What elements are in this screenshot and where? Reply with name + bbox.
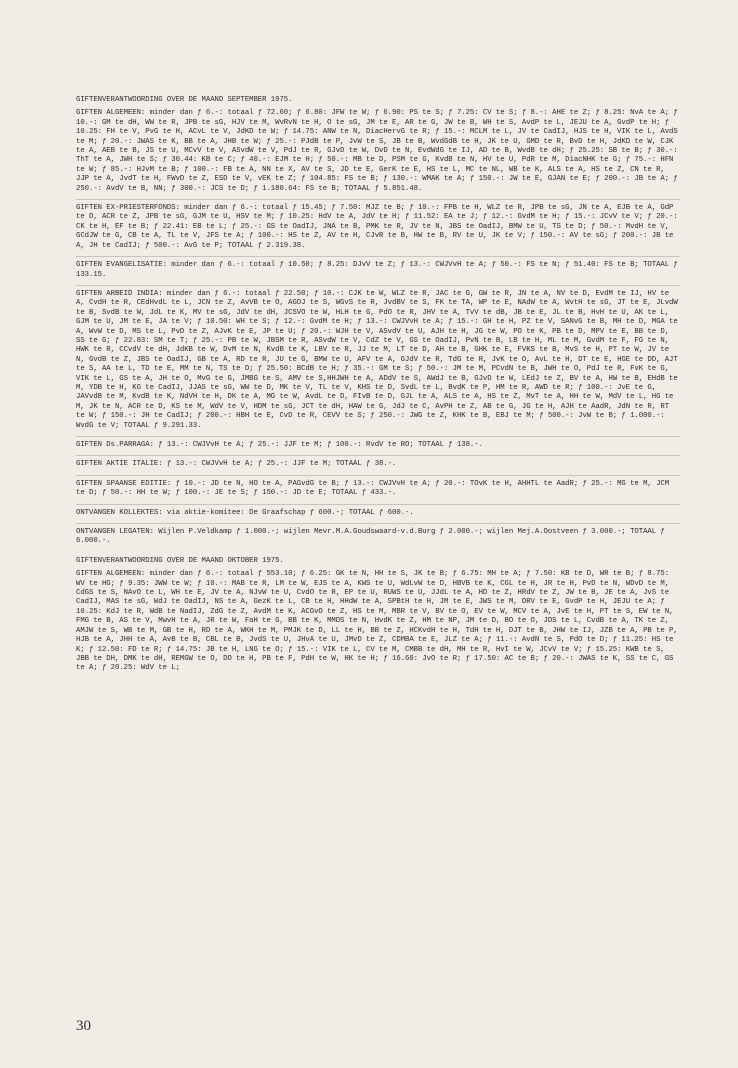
paragraph-giften-algemeen-september: GIFTEN ALGEMEEN: minder dan ƒ 6.-: totaal ƒ 72.60; ƒ 6.80: JFW te W; ƒ 6.90: PS te S; ƒ 7.25: CV te S; ƒ 8.-: AHE te Z; ƒ 8.25: NvA te A; ƒ 10.-: GM te dH, WW te R, JPB te sG, HJV te M, WvRvN te H, O te sG, JM te E, AR te G, JW te B, WH te S, AvdP te L, JEJU te A, GvdP te H; ƒ 10.25: FH te V, PvG te H, ACvL te V, JdKD te W; ƒ 14.75: ANW te N, DiacHervG te R; ƒ 15.-: MCLM te L, JV te CadIJ, HJS te H, VIK te L, AvdS te M; ƒ 20.-: JWAS te K, BB te A, JHB te W; ƒ 25.-: PJdB te P, JvW te S, JB te B, WvdGdB te H, JK te U, GMD te R, BvD te H, JdKD te W, CJK te A, AEB te B, JS te U, MCvV te V, ASvdW te V, PdJ te R, GJvD te W, DvD te N, EvdWdG te IJ, AD te B, WvdB te dH; ƒ 25.25: SB te B; ƒ 30.-: ThT te A, JWH te S; ƒ 30.44: KB te C; ƒ 40.-: EJM te H; ƒ 50.-: MB te D, PSM te G, KvdB te N, HV te U, PdR te M, DiacNHK te G; ƒ 75.-: HFN te W; ƒ 85.-: HJvM te B; ƒ 100.-: FB te A, NN te X, AV te S, JD te E, GerK te E, HS te L, MC te NL, WB te K, ALS te A, HS te Z, CN te R, JJP te A, JvdT te H, FWvD te Z, ESD te V, vEK te Z; ƒ 104.85: FS te B; ƒ 130.-: WMAK te A; ƒ 150.-: JW te E, GJAN te E; ƒ 200.-: JB te A; ƒ 250.-: AvdV te B, NN; ƒ 300.-: JCS te D; ƒ 1.180.64: FS te B; TOTAAL ƒ 5.851.48. [76, 109, 678, 193]
paragraph-giften-evangelisatie: GIFTEN EVANGELISATIE: minder dan ƒ 6.-: totaal ƒ 10.50; ƒ 8.25: DJvV te Z; ƒ 13.-: CWJVvH te A; ƒ 50.-: FS te N; ƒ 51.40: FS te B; TOTAAL ƒ 133.15. [76, 256, 680, 280]
paragraph-giften-aktie-italie: GIFTEN AKTIE ITALIE: ƒ 13.-: CWJVvH te A; ƒ 25.-: JJF te M; TOTAAL ƒ 38.-. [76, 455, 680, 469]
page-number: 30 [76, 1018, 91, 1034]
paragraph-giften-ds-parraga: GIFTEN Ds.PARRAGA: ƒ 13.-: CWJVvH te A; ƒ 25.-: JJF te M; ƒ 100.-: RvdV te RO; TOTAAL ƒ 138.-. [76, 436, 680, 450]
page-content [76, 96, 680, 679]
paragraph-giften-ex-priesterfonds: GIFTEN EX-PRIESTERFONDS: minder dan ƒ 6.-: totaal ƒ 15.45; ƒ 7.50: MJZ te B; ƒ 10.-: FPB te H, WLZ te R, JPB te sG, JN te A, EJB te A, GdP te D, ACR te Z, JPB te sG, GJM te U, HSV te M; ƒ 10.25: HdV te A, JdV te H; ƒ 11.52: EA te J; ƒ 12.-: GvdM te H; ƒ 15.-: JCvV te V; ƒ 20.-: CK te H, EF te B; ƒ 22.41: EB te L; ƒ 25.-: GS te OadIJ, JNA te B, PMK te R, JV te N, JBS te OadIJ, BMW te U, TS te D; ƒ 50.-: MvdH te V, GCdJW te G, CB te A, TL te V, JFS te A; ƒ 100.-: HS te Z, AV te H, CJvR te B, HW te B, RV te U, JK te V; ƒ 150.-: AV te sG; ƒ 200.-: JB te A, JH te CadIJ; ƒ 500.-: AvG te P; TOTAAL ƒ 2.319.38. [76, 199, 680, 251]
section-title-oktober: GIFTENVERANTWOORDING OVER DE MAAND OKTOBER 1975. [76, 556, 284, 565]
paragraph-ontvangen-kollektes: ONTVANGEN KOLLEKTES: via aktie-komitee: De Graafschap ƒ 600.-; TOTAAL ƒ 600.-. [76, 504, 680, 518]
paragraph-giften-spaanse-editie: GIFTEN SPAANSE EDITIE: ƒ 10.-: JD te N, HO te A, PAGvdG te B; ƒ 13.-: CWJVvH te A; ƒ 20.-: TOvK te H, AHHTL te AadR; ƒ 25.-: MG te M, JCM te D; ƒ 50.-: HH te W; ƒ 100.-: JE te S; ƒ 150.-: JD te E; TOTAAL ƒ 433.-. [76, 475, 680, 499]
section-title-september: GIFTENVERANTWOORDING OVER DE MAAND SEPTEMBER 1975. [76, 96, 293, 104]
paragraph-giften-algemeen-oktober: GIFTEN ALGEMEEN: minder dan ƒ 6.-: totaal ƒ 553.10; ƒ 6.25: GK te N, HH te S, JK te B; ƒ 6.75: MH te A; ƒ 7.50: KB te D, WR te B; ƒ 8.75: WV te HG; ƒ 9.35: JWW te W; ƒ 10.-: MAB te R, LM te W, EJS te A, KWS te U, WdLvW te D, HBVB te K, CGL te H, JR te H, PvD te N, WDvD te M, CdGS te S, NAvO te L, WH te E, JV te A, NJvW te U, CvdO te R, EP te U, RUWS te U, JJdL te A, HD te Z, HRdV te Z, JW te B, JE te A, JvS te CadIJ, MAS te sG, WdJ te OadIJ, NS te A, GezK te L, CB te H, HHdW te A, SPBtH te H, JM te E, JWS te M, DRV te E, GvdP te H, JEJU te A; ƒ 10.25: KdJ te R, WdB te NadIJ, ZdG te Z, AvdM te K, ACGvO te Z, HS te M, MBR te V, BV te O, EV te W, MCV te A, JvE te H, PT te S, EW te N, FMG te B, AS te V, MwvH te A, JR te W, FaH te G, BB te K, MMDS te N, HvdK te Z, HM te NP, JM te D, BO te O, JDS te L, CvdB te A, TK te Z, AMJW te S, WB te M, GB te H, RD te A, WKH te M, PMJK te D, LL te H, BB te Z, HCKvdH te H, TdH te H, DJT te B, JHW te IJ, JZB te A, PB te P, HJB te A, JHH te A, AvB te B, CBL te B, JvdS te U, JHvA te U, JMvD te Z, CDMBA te E, JLZ te A; ƒ 11.-: AvdN te S, PdO te D; ƒ 11.25: HS te K; ƒ 12.50: FD te R; ƒ 14.75: JB te H, LNG te O; ƒ 15.-: VIK te L, CV te M, CMBB te dH, MH te R, HvI te W, JCvV te V; ƒ 15.25: KWB te S, JBB te DH, DMK te dH, REMGW te O, DO te H, PB te F, PdH te W, HK te H; ƒ 16.60: JvO te R; ƒ 17.50: AC te B; ƒ 20.-: JWAS te K, SS te C, GS te A; ƒ 20.25: WdV te L; [76, 570, 678, 673]
paragraph-giften-arbeid-india: GIFTEN ARBEID INDIA: minder dan ƒ 6.-: totaal ƒ 22.50; ƒ 10.-: CJK te W, WLZ te R, JAC te G, GW te R, JN te A, NV te D, EvdM te IJ, HV te A, CvdH te R, CEdHvdL te L, JCN te Z, AvVB te O, AGOJ te S, WGvS te R, JvdBV te S, FK te TA, WP te E, NAdW te A, WvtH te sG, JT te E, JLvdW te B, SvdB te W, JdL te K, MV te sG, JdV te dH, JCSVO te W, HLH te G, PdO te R, JHV te A, TvV te dB, JB te E, JL te B, HvH te U, AK te L, GJM te U, JM te E, JA te V; ƒ 10.50: WH te S; ƒ 12.-: GvdM te H; ƒ 13.-: CWJVvH te A; ƒ 15.-: GH te H, PZ te V, SANvG te B, MH te D, MGA te A, WvW te D, MS te L, PvD te Z, AJvK te E, JP te U; ƒ 20.-: WJH te V, ASvdV te U, AJH te H, JG te W, PO te K, PB te D, MPV te E, BB te D, SS te G; ƒ 22.83: SM te T; ƒ 25.-: PB te W, JBSM te R, ASvdW te V, CdZ te V, GS te OadIJ, PvN te B, LB te H, ML te M, GvdM te F, FG te N, HWK te R, CCvdV te dH, JdKB te W, DvM te N, KvdB te K, LBV te R, JJ te M, LT te D, AH te B, GHK te E, FVKS te B, MvS te H, PT te W, JV te N, GvdB te Z, JBS te OadIJ, GB te A, RD te R, JU te G, BMW te U, AFV te A, GJdV te R, TdG te R, JvK te O, AvL te H, DT te E, HGE te DD, AJT te S, AA te L, TD te E, MM te N, TS te D; ƒ 25.50: BCdB te H; ƒ 35.-: GM te S; ƒ 50.-: JM te M, PCvdN te B, JWH te O, PdJ te R, FvK te G, VIK te L, GS te A, JH te O, MvG te G, JMBG te S, AMV te S,HHJWH te A, ADdV te S, AWdJ te B, GJvD te W, LEdJ te Z, BV te A, HW te B, EHdB te M, YDB te H, KG te CadIJ, JJAS te sG, WW te D, MK te V, TL te V, KHS te D, SvdL te L, BvdK te P, HM te R, AWD te R; ƒ 100.-: JvE te G, JAVvdB te M, KvdB te K, NdVH te H, DK te A, MG te W, AvdL te D, FIvB te D, GJL te A, ALS te A, HS te Z, MvT te A, HH te W, MdV te L, HG te M, JK te N, ACR te D, KS te M, WdV te V, HDM te sG, JCT te dH, HAW te G, JdJ te C, AvPH te Z, AB te G, JG te H, AJH te AadR, JdN te R, RT te W; ƒ 150.-: JH te CadIJ; ƒ 200.-: HBH te E, CvD te R, CEVV te S; ƒ 250.-: JWG te Z, KHK te B, EBJ te M; ƒ 500.-: JvW te B; ƒ 1.000.-: WvdG te V; TOTAAL ƒ 9.291.33. [76, 285, 680, 431]
paragraph-ontvangen-legaten: ONTVANGEN LEGATEN: Wijlen P.Veldkamp ƒ 1.000.-; wijlen Mevr.M.A.Goudswaard-v.d.Burg ƒ 2.000.-; wijlen Mej.A.Oostveen ƒ 3.000.-; TOTAAL ƒ 6.000.-. [76, 523, 680, 547]
